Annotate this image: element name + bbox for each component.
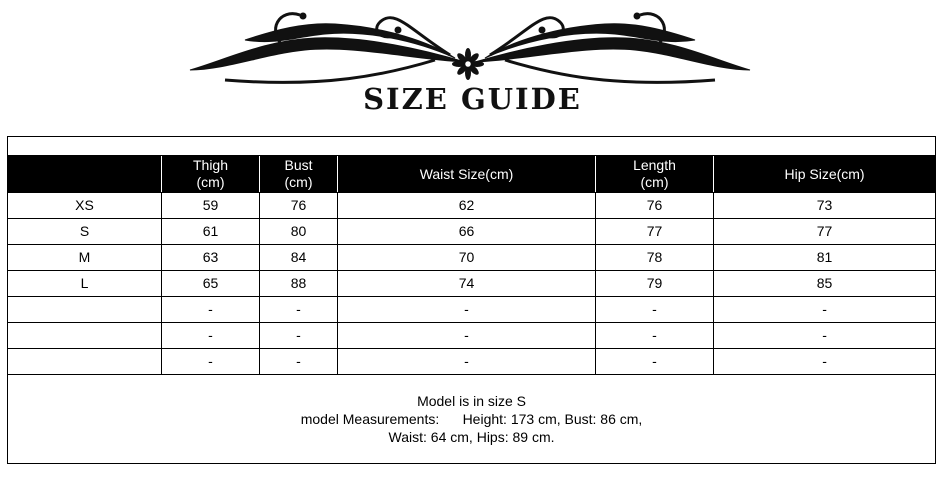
size-label-cell: L <box>8 271 162 297</box>
column-header <box>162 156 260 193</box>
table-cell: - <box>596 323 714 349</box>
model-note-line-1: Model is in size S <box>417 393 526 409</box>
table-cell: 76 <box>260 193 338 219</box>
table-cell: - <box>162 297 260 323</box>
table-cell: 73 <box>714 193 936 219</box>
size-label-cell: M <box>8 245 162 271</box>
table-cell: 63 <box>162 245 260 271</box>
table-cell: 77 <box>714 219 936 245</box>
table-cell: - <box>714 349 936 375</box>
column-header-label: (cm) <box>640 174 669 190</box>
table-row <box>8 271 936 297</box>
table-cell: - <box>714 323 936 349</box>
table-cell: - <box>260 349 338 375</box>
flower-icon <box>452 48 484 80</box>
table-cell: - <box>338 349 596 375</box>
table-cell: 88 <box>260 271 338 297</box>
table-cell: 74 <box>338 271 596 297</box>
table-row <box>8 297 936 323</box>
table-cell: 65 <box>162 271 260 297</box>
table-cell: - <box>162 349 260 375</box>
model-note-line-3: Waist: 64 cm, Hips: 89 cm. <box>388 429 555 445</box>
table-row <box>8 245 936 271</box>
flourish-ornament-icon <box>185 0 755 92</box>
table-cell: 66 <box>338 219 596 245</box>
size-table <box>7 136 936 464</box>
column-header <box>714 156 936 193</box>
table-cell: 80 <box>260 219 338 245</box>
table-cell: - <box>338 297 596 323</box>
model-note-row <box>8 375 936 464</box>
column-header-label: Thigh <box>192 157 229 173</box>
table-cell: 85 <box>714 271 936 297</box>
column-header <box>596 156 714 193</box>
size-label-cell: S <box>8 219 162 245</box>
table-cell: - <box>338 323 596 349</box>
table-cell: 62 <box>338 193 596 219</box>
table-cell: 59 <box>162 193 260 219</box>
size-label-cell: XS <box>8 193 162 219</box>
table-header-row <box>8 156 936 193</box>
column-header-label: (cm) <box>284 174 313 190</box>
size-label-cell <box>8 297 162 323</box>
table-cell: - <box>596 297 714 323</box>
column-header-label: (cm) <box>196 174 225 190</box>
table-cell: - <box>260 297 338 323</box>
table-cell: - <box>714 297 936 323</box>
column-header-label: Bust <box>284 157 313 173</box>
column-header-label: Waist Size(cm) <box>419 165 514 182</box>
table-top-blank-row <box>8 137 936 156</box>
table-cell: 77 <box>596 219 714 245</box>
table-cell: 84 <box>260 245 338 271</box>
table-row <box>8 219 936 245</box>
column-header <box>338 156 596 193</box>
table-cell: - <box>596 349 714 375</box>
table-cell: 79 <box>596 271 714 297</box>
model-note-line-2: model Measurements: Height: 173 cm, Bust: 86 cm, <box>300 411 643 427</box>
column-header-label: Length <box>633 157 676 173</box>
table-row <box>8 323 936 349</box>
column-header-label: Hip Size(cm) <box>784 165 865 182</box>
size-label-cell <box>8 323 162 349</box>
table-cell: 78 <box>596 245 714 271</box>
table-cell: 81 <box>714 245 936 271</box>
page-title: SIZE GUIDE <box>363 82 582 116</box>
table-row <box>8 349 936 375</box>
column-header <box>8 156 162 193</box>
table-cell: 76 <box>596 193 714 219</box>
column-header <box>260 156 338 193</box>
size-label-cell <box>8 349 162 375</box>
table-cell: - <box>162 323 260 349</box>
table-cell: 70 <box>338 245 596 271</box>
table-cell: - <box>260 323 338 349</box>
model-note <box>8 375 936 464</box>
table-cell: 61 <box>162 219 260 245</box>
table-row <box>8 193 936 219</box>
